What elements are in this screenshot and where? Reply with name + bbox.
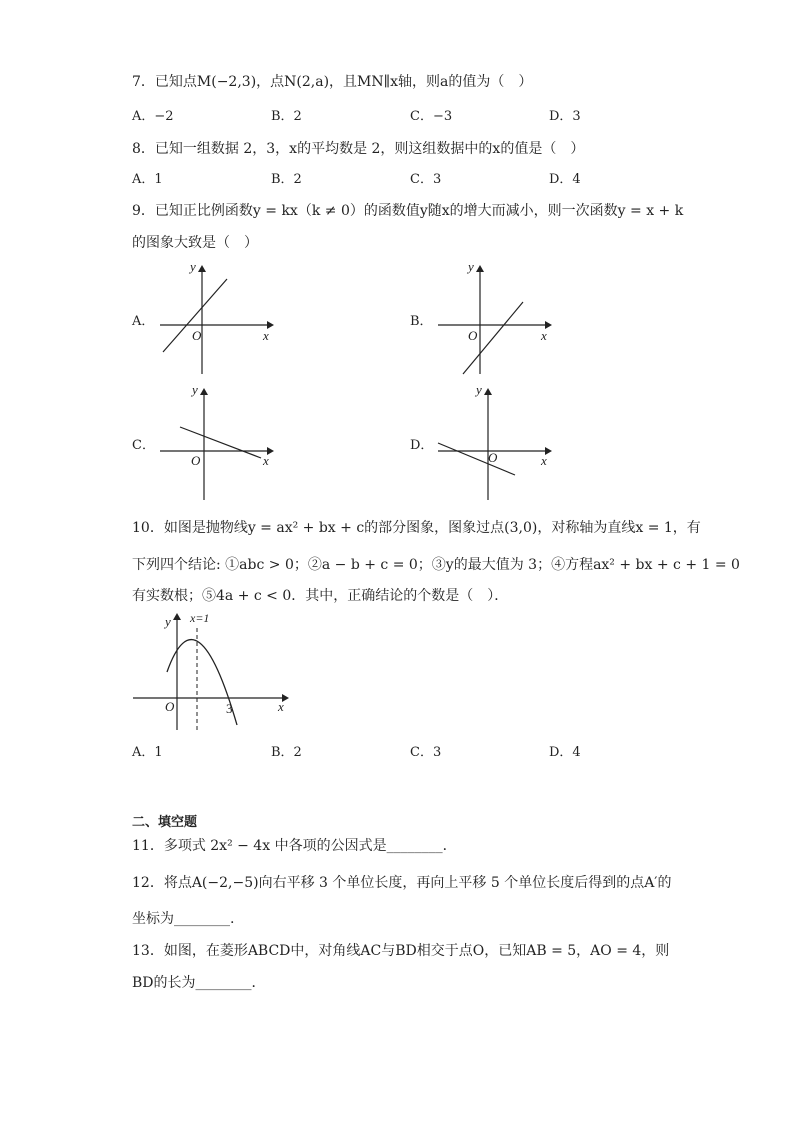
tick-3-label: 3 xyxy=(226,701,233,716)
q9-graph-c xyxy=(155,382,275,505)
q7-text: 7．已知点M(−2,3)，点N(2,a)，且MN∥x轴，则a的值为（ ） xyxy=(132,74,533,90)
q9-option-c: C． xyxy=(132,438,155,453)
axis-x-label: x xyxy=(278,699,284,714)
q9-option-a: A． xyxy=(132,314,155,329)
axis-x-label: x xyxy=(541,453,547,468)
q9-text-line2: 的图象大致是（ ） xyxy=(132,235,258,251)
origin-label: O xyxy=(165,699,175,714)
q12-text-line2: 坐标为________. xyxy=(132,911,235,927)
axis-y-label: y xyxy=(468,259,474,274)
q10-text-line3: 有实数根；⑤4a + c < 0．其中，正确结论的个数是（ ）． xyxy=(132,588,509,604)
q9-graph-a xyxy=(155,259,275,382)
q7-option-a: A．−2 xyxy=(132,109,174,124)
q9-graph-b xyxy=(433,259,553,382)
q7-option-c: C．−3 xyxy=(410,109,453,124)
q7-option-d: D．3 xyxy=(549,109,581,124)
q8-text: 8．已知一组数据 2，3，x的平均数是 2，则这组数据中的x的值是（ ） xyxy=(132,141,585,157)
axis-y-label: y xyxy=(165,614,171,629)
q10-text-line2: 下列四个结论: ①abc > 0；②a − b + c = 0；③y的最大值为 3；④方程ax² + bx + c + 1 = 0 xyxy=(132,557,740,573)
q10-parabola-graph xyxy=(130,610,295,735)
q9-option-b: B． xyxy=(410,314,433,329)
origin-label: O xyxy=(191,453,201,468)
q13-text-line2: BD的长为________． xyxy=(132,975,266,991)
q12-text-line1: 12．将点A(−2,−5)向右平移 3 个单位长度，再向上平移 5 个单位长度后得到的点A′的 xyxy=(132,875,672,891)
origin-label: O xyxy=(192,328,202,343)
axis-x-label: x xyxy=(263,328,269,343)
q9-option-d: D． xyxy=(410,438,434,453)
origin-label: O xyxy=(468,328,478,343)
q9-graph-d xyxy=(433,382,553,505)
q10-option-b: B．2 xyxy=(271,745,302,760)
axis-y-label: y xyxy=(476,382,482,397)
q8-option-c: C．3 xyxy=(410,172,442,187)
origin-label: O xyxy=(488,450,498,465)
axis-y-label: y xyxy=(190,259,196,274)
q10-option-a: A．1 xyxy=(132,745,163,760)
symmetry-axis-label: x=1 xyxy=(190,611,210,625)
q11-text: 11．多项式 2x² − 4x 中各项的公因式是________． xyxy=(132,838,457,854)
q10-option-c: C．3 xyxy=(410,745,442,760)
q10-option-d: D．4 xyxy=(549,745,581,760)
q13-text-line1: 13．如图，在菱形ABCD中，对角线AC与BD相交于点O，已知AB = 5，AO = 4，则 xyxy=(132,943,670,959)
axis-x-label: x xyxy=(263,453,269,468)
section-fill-in-title: 二、填空题 xyxy=(132,815,198,830)
q9-text-line1: 9．已知正比例函数y = kx（k ≠ 0）的函数值y随x的增大而减小，则一次函数y = x + k xyxy=(132,203,684,219)
axis-x-label: x xyxy=(541,328,547,343)
axis-y-label: y xyxy=(192,382,198,397)
q8-option-b: B．2 xyxy=(271,172,302,187)
q10-text-line1: 10．如图是抛物线y = ax² + bx + c的部分图象，图象过点(3,0)，对称轴为直线x = 1，有 xyxy=(132,520,701,536)
q8-option-d: D．4 xyxy=(549,172,581,187)
q7-option-b: B．2 xyxy=(271,109,302,124)
q8-option-a: A．1 xyxy=(132,172,163,187)
